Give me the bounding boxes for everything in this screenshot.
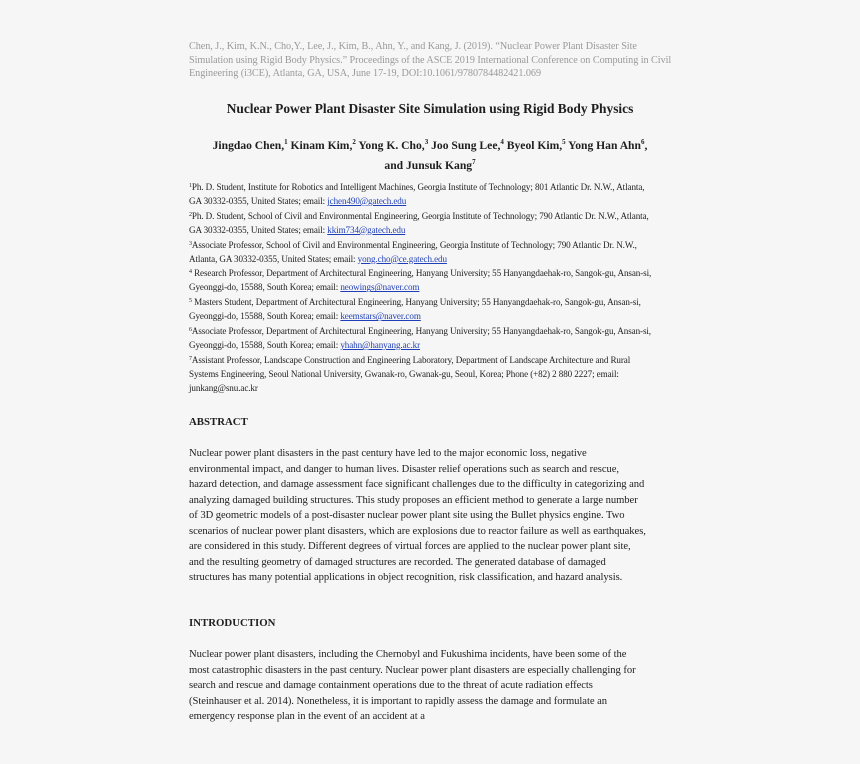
citation-header: Chen, J., Kim, K.N., Cho,Y., Lee, J., Kim, B., Ahn, Y., and Kang, J. (2019). “Nuclear Power Plant Disaster Site Simulation using Rigid Body Physics.” Proceedings of the ASCE 2019 International Conference on Computing in Civil Engineering (i3CE), Atlanta, GA, USA, June 17-19, DOI:10.1061/9780784482421.069 bbox=[189, 41, 672, 79]
author-name: Joo Sung Lee, bbox=[431, 139, 501, 152]
affiliation-1 bbox=[189, 180, 659, 209]
affil-text: Ph. D. Student, Institute for Robotics and Intelligent Machines, Georgia Institute of Technology; 801 Atlantic Dr. N.W., Atlanta, GA 30332-0355, United States; email: bbox=[189, 182, 645, 206]
affil-text: Assistant Professor, Landscape Construction and Engineering Laboratory, Department of Landscape Architecture and Rural Systems Engineering, Seoul National University, Gwanak-ro, Gwanak-gu, Seoul, Korea; Phone (+82) 2 880 2227; email: junkang@snu.ac.kr bbox=[189, 354, 631, 393]
author-name: Jingdao Chen, bbox=[212, 139, 285, 152]
email-link[interactable]: jchen490@gatech.edu bbox=[327, 195, 407, 206]
author-affil-marker: 3 bbox=[424, 138, 429, 146]
author-list bbox=[170, 134, 690, 174]
affil-marker: 6 bbox=[189, 327, 192, 334]
author-affil-marker: 6 bbox=[640, 138, 645, 146]
affil-marker: 3 bbox=[189, 240, 192, 247]
introduction-heading: INTRODUCTION bbox=[189, 617, 276, 629]
author-affil-marker: 1 bbox=[284, 138, 288, 146]
affil-marker: 5 bbox=[189, 298, 192, 305]
affil-text: Associate Professor, School of Civil and Environmental Engineering, Georgia Institute of Technology; 790 Atlantic Dr. N.W., Atlanta, GA 30332-0355, United States; email: bbox=[189, 239, 637, 264]
affiliation-3 bbox=[189, 238, 659, 267]
affil-marker: 7 bbox=[189, 355, 192, 362]
email-link[interactable]: neowings@naver.com bbox=[340, 282, 420, 293]
affil-text: Ph. D. Student, School of Civil and Environmental Engineering, Georgia Institute of Technology; 790 Atlantic Dr. N.W., Atlanta, GA 30332-0355, United States; email: bbox=[189, 210, 649, 235]
author-affil-marker: 7 bbox=[472, 158, 476, 166]
abstract-heading: ABSTRACT bbox=[189, 416, 248, 428]
author-name: Yong Han Ahn bbox=[568, 139, 641, 152]
affiliation-7 bbox=[189, 353, 659, 396]
introduction-text: Nuclear power plant disasters, including the Chernobyl and Fukushima incidents, have been some of the most catastrophic disasters in the past century. Nuclear power plant disasters are especially challenging for search and rescue and damage containment operations due to the threat of acute radiation effects (Steinhauser et al. 2014). Nonetheless, it is important to rapidly assess the damage and formulate an emergency response plan in the event of an accident at a bbox=[189, 649, 636, 722]
email-link[interactable]: kkim734@gatech.edu bbox=[327, 224, 406, 235]
email-link[interactable]: yhahn@hanyang.ac.kr bbox=[340, 339, 421, 350]
affil-marker: 1 bbox=[189, 183, 192, 189]
author-name: Byeol Kim, bbox=[506, 139, 563, 152]
author-affil-marker: 4 bbox=[500, 138, 504, 146]
affiliation-2 bbox=[189, 209, 659, 238]
email-link[interactable]: keemstars@naver.com bbox=[340, 311, 421, 322]
affil-text: Research Professor, Department of Architectural Engineering, Hanyang University; 55 Hanyangdaehak-ro, Sangok-gu, Ansan-si, Gyeonggi-do, 15588, South Korea; email: bbox=[189, 268, 652, 293]
author-name: Yong K. Cho, bbox=[358, 139, 425, 152]
author-line-1 bbox=[170, 134, 690, 154]
author-name: and Junsuk Kang bbox=[384, 159, 473, 172]
affiliation-6 bbox=[189, 324, 659, 353]
abstract-text: Nuclear power plant disasters in the past century have led to the major economic loss, negative environmental impact, and danger to human lives. Disaster relief operations such as search and rescue, hazard detection, and damage assessment face significant challenges due to the difficulty in categorizing and analyzing damaged building structures. This study proposes an efficient method to generate a large number of 3D geometric models of a post-disaster nuclear power plant site using the Bullet physics engine. Two scenarios of nuclear power plant disasters, which are explosions due to reactor failure as well as earthquakes, are considered in this study. Different degrees of virtual forces are applied to the nuclear power plant site, and the resulting geometry of damaged structures are recorded. The generated database of damaged structures has many potential applications in object recognition, risk classification, and hazard analysis. bbox=[189, 448, 646, 583]
affil-text: Masters Student, Department of Architectural Engineering, Hanyang University; 55 Hanyangdaehak-ro, Sangok-gu, Ansan-si, Gyeonggi-do, 15588, South Korea; email: bbox=[189, 297, 641, 322]
affiliation-4 bbox=[189, 266, 659, 295]
author-affil-marker: 5 bbox=[562, 138, 566, 146]
author-line-tail: , bbox=[644, 139, 648, 152]
affil-marker: 4 bbox=[189, 269, 192, 276]
author-line-2 bbox=[170, 154, 690, 174]
author-affil-marker: 2 bbox=[352, 138, 356, 146]
affil-marker: 2 bbox=[189, 211, 192, 218]
affiliation-5 bbox=[189, 295, 659, 324]
author-name: Kinam Kim, bbox=[290, 139, 353, 152]
affil-text: Associate Professor, Department of Architectural Engineering, Hanyang University; 55 Hanyangdaehak-ro, Sangok-gu, Ansan-si, Gyeonggi-do, 15588, South Korea; email: bbox=[189, 326, 651, 350]
affiliation-list bbox=[189, 180, 659, 396]
paper-title: Nuclear Power Plant Disaster Site Simulation using Rigid Body Physics bbox=[226, 101, 634, 116]
email-link[interactable]: yong.cho@ce.gatech.edu bbox=[357, 253, 447, 264]
